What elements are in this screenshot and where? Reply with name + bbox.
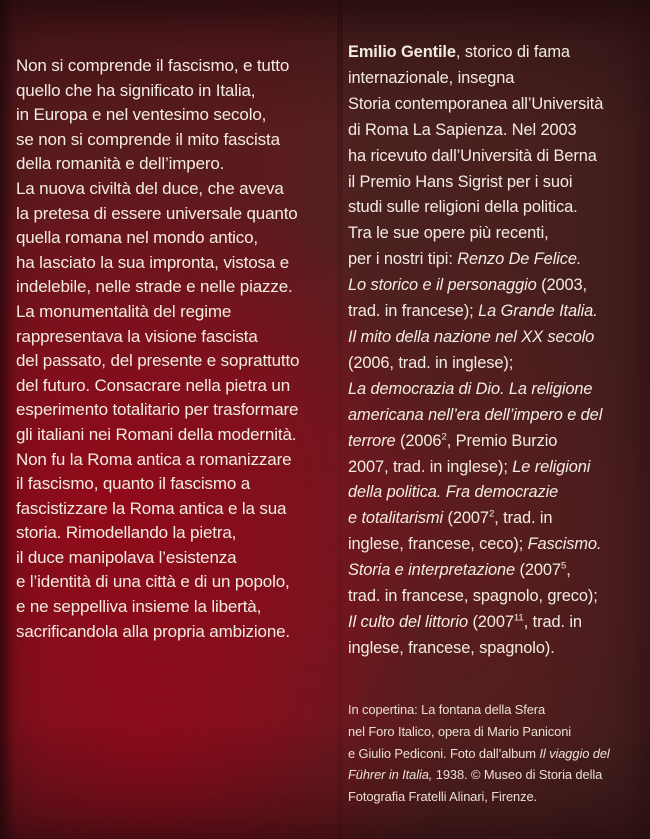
text-line: Emilio Gentile, storico di fama xyxy=(348,43,570,61)
text-line: inglese, francese, ceco); Fascismo. xyxy=(348,535,602,554)
text-line: In copertina: La fontana della Sfera xyxy=(348,702,546,717)
text-line: Non fu la Roma antica a romanizzare xyxy=(16,449,292,469)
text-line: La monumentalità del regime xyxy=(16,301,232,321)
text-line: rappresentava la visione fascista xyxy=(16,326,258,346)
text-line: fascistizzare la Roma antica e la sua xyxy=(16,498,287,518)
text-line: nel Foro Italico, opera di Mario Paniconi xyxy=(348,723,572,739)
text-line: ha lasciato la sua impronta, vistosa e xyxy=(16,252,290,272)
text-line: (2006, trad. in inglese); xyxy=(348,353,514,372)
text-line: Storia e interpretazione (2007$^5$, xyxy=(348,560,571,580)
text-line: e Giulio Pediconi. Foto dall’album Il viaggio del xyxy=(348,745,610,761)
text-line: del futuro. Consacrare nella pietra un xyxy=(16,375,291,395)
text-line: in Europa e nel ventesimo secolo, xyxy=(16,105,267,125)
text-line: americana nell’era dell’impero e del xyxy=(348,405,603,424)
text-line: Lo storico e il personaggio (2003, xyxy=(348,276,587,295)
author-bio xyxy=(348,40,646,662)
text-line: il fascismo, quanto il fascismo a xyxy=(16,474,251,494)
text-line: inglese, francese, spagnolo). xyxy=(348,638,555,657)
text-line: terrore (2006$^2$, Premio Burzio xyxy=(348,431,558,450)
text-line: e l’identità di una città e di un popolo, xyxy=(16,572,290,592)
text-line: esperimento totalitario per trasformare xyxy=(16,400,299,420)
text-line: Il culto del littorio (2007$^{11}$, trad. in xyxy=(348,612,582,631)
text-line: Storia contemporanea all’Università xyxy=(348,94,604,113)
text-line: quello che ha significato in Italia, xyxy=(16,80,256,100)
text-line: il duce manipolava l’esistenza xyxy=(16,547,237,567)
text-line: Tra le sue opere più recenti, xyxy=(348,224,549,243)
text-line: per i nostri tipi: Renzo De Felice. xyxy=(348,250,582,269)
text-line: gli italiani nei Romani della modernità. xyxy=(16,424,297,444)
text-line: della romanità e dell’impero. xyxy=(16,154,225,174)
text-line: trad. in francese); La Grande Italia. xyxy=(348,302,598,321)
left-flap-text xyxy=(16,54,338,644)
text-line: se non si comprende il mito fascista xyxy=(16,129,280,149)
text-line: trad. in francese, spagnolo, greco); xyxy=(348,587,598,606)
text-line: di Roma La Sapienza. Nel 2003 xyxy=(348,120,577,139)
text-line: Non si comprende il fascismo, e tutto xyxy=(16,56,290,75)
text-line: Il mito della nazione nel XX secolo xyxy=(348,327,595,346)
text-line: sacrificandola alla propria ambizione. xyxy=(16,621,291,641)
text-line: ha ricevuto dall’Università di Berna xyxy=(348,146,597,165)
text-line: il Premio Hans Sigrist per i suoi xyxy=(348,172,573,191)
text-line: e totalitarismi (2007$^2$, trad. in xyxy=(348,508,553,528)
text-line: Fotografia Fratelli Alinari, Firenze. xyxy=(348,789,538,805)
text-line: La nuova civiltà del duce, che aveva xyxy=(16,178,284,198)
text-line: storia. Rimodellando la pietra, xyxy=(16,523,237,543)
text-line: quella romana nel mondo antico, xyxy=(16,228,259,248)
text-line: 2007, trad. in inglese); Le religioni xyxy=(348,457,591,476)
text-line: Führer in Italia, 1938. © Museo di Storia della xyxy=(348,767,603,783)
cover-credit-caption xyxy=(348,699,648,808)
text-line: la pretesa di essere universale quanto xyxy=(16,203,298,223)
text-line: del passato, del presente e soprattutto xyxy=(16,351,300,371)
text-line: internazionale, insegna xyxy=(348,68,515,87)
text-line: della politica. Fra democrazie xyxy=(348,483,559,502)
text-line: La democrazia di Dio. La religione xyxy=(348,379,593,398)
text-line: studi sulle religioni della politica. xyxy=(348,198,578,217)
text-line: indelebile, nelle strade e nelle piazze. xyxy=(16,277,293,297)
text-line: e ne seppelliva insieme la libertà, xyxy=(16,597,262,617)
